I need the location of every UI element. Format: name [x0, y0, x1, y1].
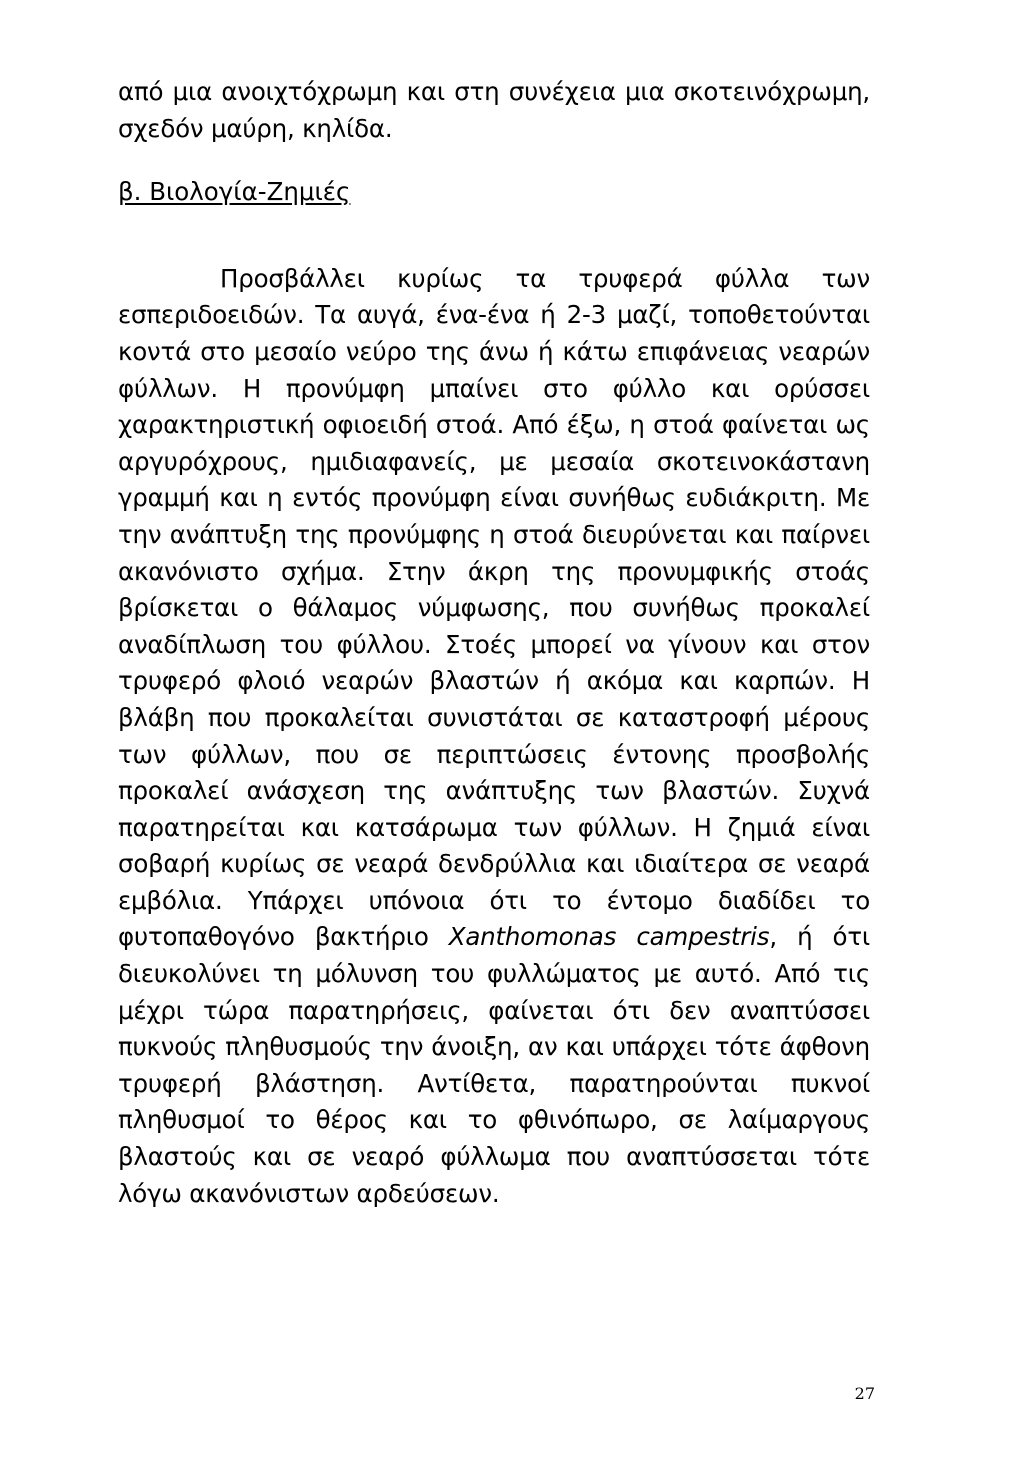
species-name: Xanthomonas campestris: [448, 922, 770, 952]
intro-paragraph: από μια ανοιχτόχρωμη και στη συνέχεια μια σκοτεινόχρωμη, σχεδόν μαύρη, κηλίδα.: [118, 77, 870, 143]
page-number: 27: [854, 1384, 875, 1403]
document-page: [118, 74, 870, 1212]
section-heading: β. Βιολογία-Ζημιές: [118, 177, 351, 207]
body-text-part-1: Προσβάλλει κυρίως τα τρυφερά φύλλα των εσπεριδοειδών. Τα αυγά, ένα-ένα ή 2-3 μαζί, τοποθετούνται κοντά στο μεσαίο νεύρο της άνω ή κάτω επιφάνειας νεαρών φύλλων. Η προνύμφη μπαίνει στο φύλλο και ορύσσει χαρακτηριστική οφιοειδή στοά. Από έξω, η στοά φαίνεται ως αργυρόχρους, ημιδιαφανείς, με μεσαία σκοτεινοκάστανη γραμμή και η εντός προνύμφη είναι συνήθως ευδιάκριτη. Με την ανάπτυξη της προνύμφης η στοά διευρύνεται και παίρνει ακανόνιστο σχήμα. Στην άκρη της προνυμφικής στοάς βρίσκεται ο θάλαμος νύμφωσης, που συνήθως προκαλεί αναδίπλωση του φύλλου. Στοές μπορεί να γίνουν και στον τρυφερό φλοιό νεαρών βλαστών ή ακόμα και καρπών. Η βλάβη που προκαλείται συνιστάται σε καταστροφή μέρους των φύλλων, που σε περιπτώσεις έντονης προσβολής προκαλεί ανάσχεση της ανάπτυξης των βλαστών. Συχνά παρατηρείται και κατσάρωμα των φύλλων. Η ζημιά είναι σοβαρή κυρίως σε νεαρά δενδρύλλια και ιδιαίτερα σε νεαρά εμβόλια. Υπάρχει υπόνοια ότι το έντομο διαδίδει το φυτοπαθογόνο βακτήριο: [118, 263, 870, 952]
body-text-part-2: , ή ότι διευκολύνει τη μόλυνση του φυλλώματος με αυτό. Από τις μέχρι τώρα παρατηρήσεις, φαίνεται ότι δεν αναπτύσσει πυκνούς πληθυσμούς την άνοιξη, αν και υπάρχει τότε άφθονη τρυφερή βλάστηση. Αντίθετα, παρατηρούνται πυκνοί πληθυσμοί το θέρος και το φθινόπωρο, σε λαίμαργους βλαστούς και σε νεαρό φύλλωμα που αναπτύσσεται τότε λόγω ακανόνιστων αρδεύσεων.: [118, 922, 870, 1208]
body-paragraph: [118, 261, 870, 1212]
